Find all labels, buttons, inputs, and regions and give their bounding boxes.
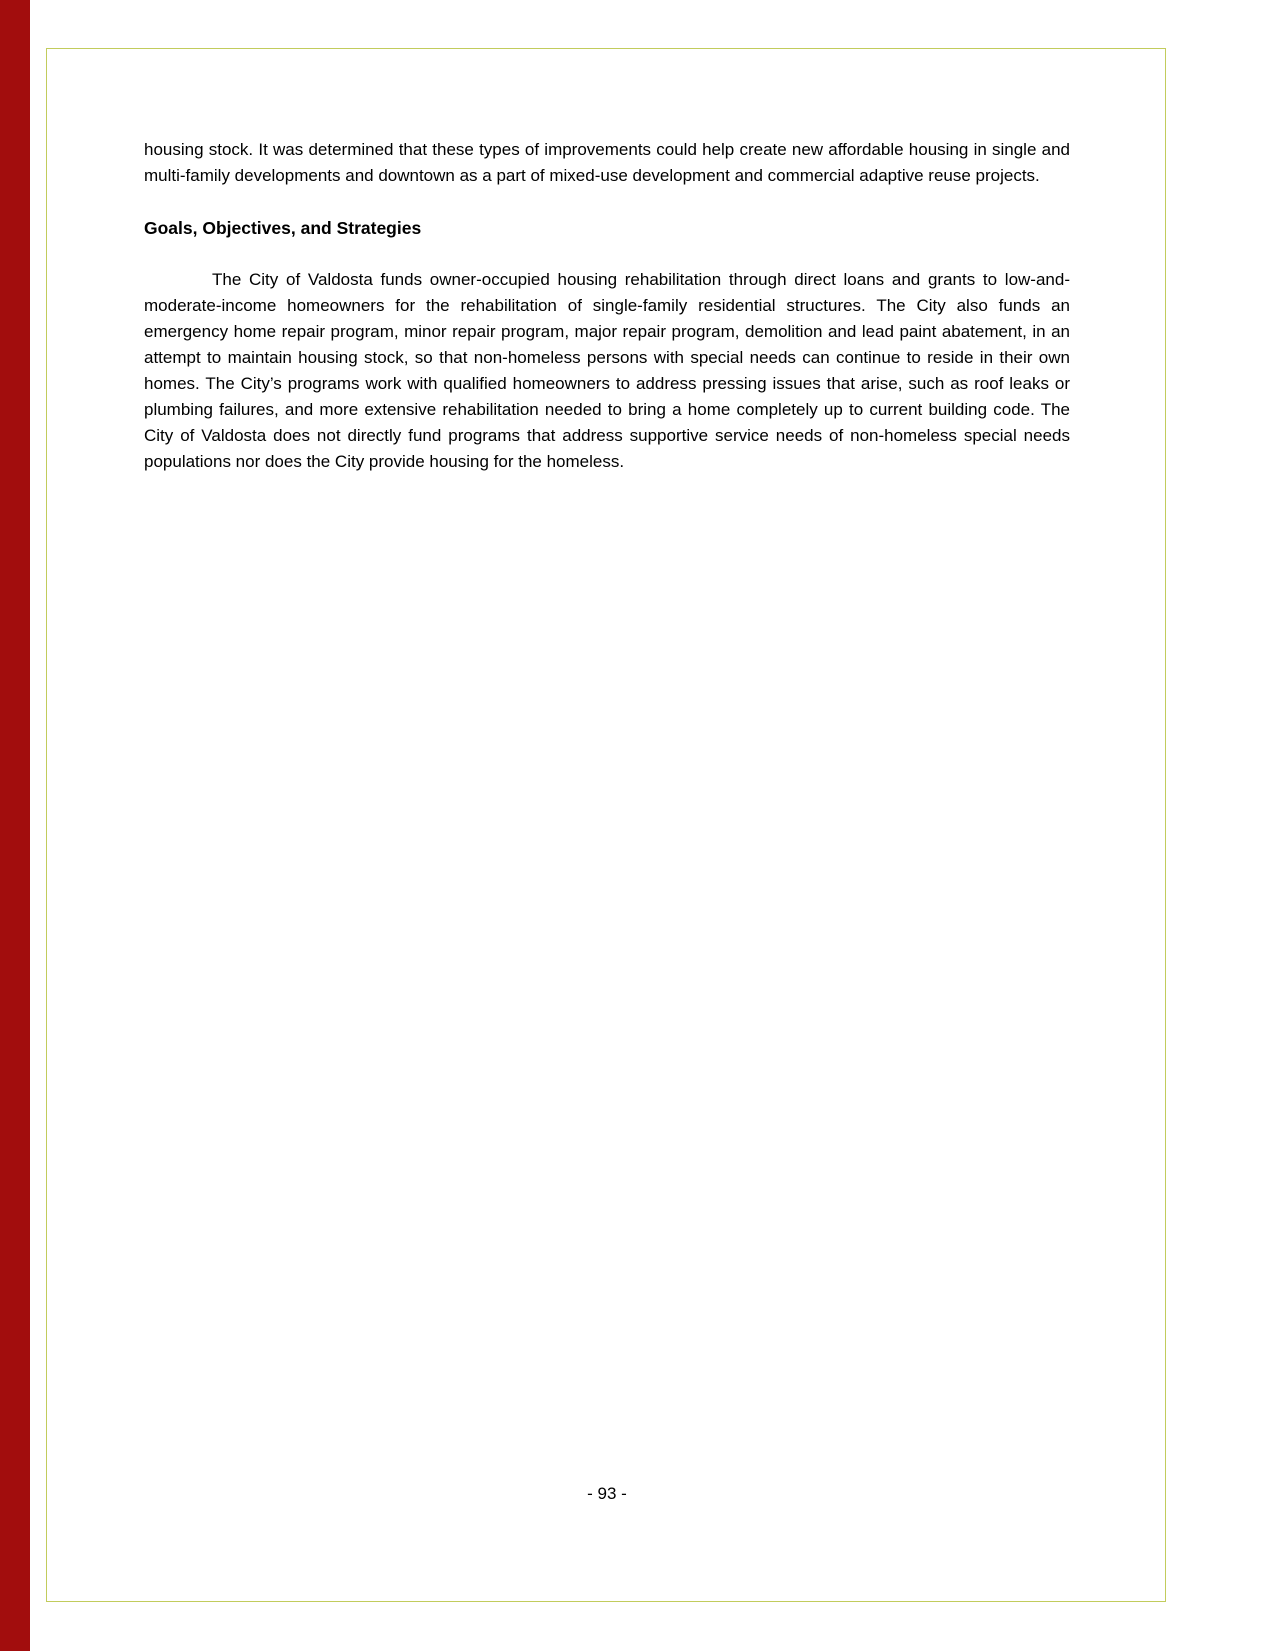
paragraph-housing-stock: housing stock. It was determined that these types of improvements could help create new affordable housing in single and multi-family developments and downtown as a part of mixed-use development and commercial adaptive reuse projects.: [144, 140, 1070, 185]
page-number: - 93 -: [587, 1484, 627, 1503]
left-edge-stripe: [0, 0, 30, 1651]
paragraph-goals-objectives: The City of Valdosta funds owner-occupied housing rehabilitation through direct loans and grants to low-and-moderate-income homeowners for the rehabilitation of single-family residential structures. The City also funds an emergency home repair program, minor repair program, major repair program, demolition and lead paint abatement, in an attempt to maintain housing stock, so that non-homeless persons with special needs can continue to reside in their own homes. The City’s programs work with qualified homeowners to address pressing issues that arise, such as roof leaks or plumbing failures, and more extensive rehabilitation needed to bring a home completely up to current building code. The City of Valdosta does not directly fund programs that address supportive service needs of non-homeless special needs populations nor does the City provide housing for the homeless.: [144, 270, 1070, 471]
page-border-frame: [46, 48, 1166, 1602]
page-content: [144, 137, 1070, 475]
section-heading: Goals, Objectives, and Strategies: [144, 218, 422, 238]
